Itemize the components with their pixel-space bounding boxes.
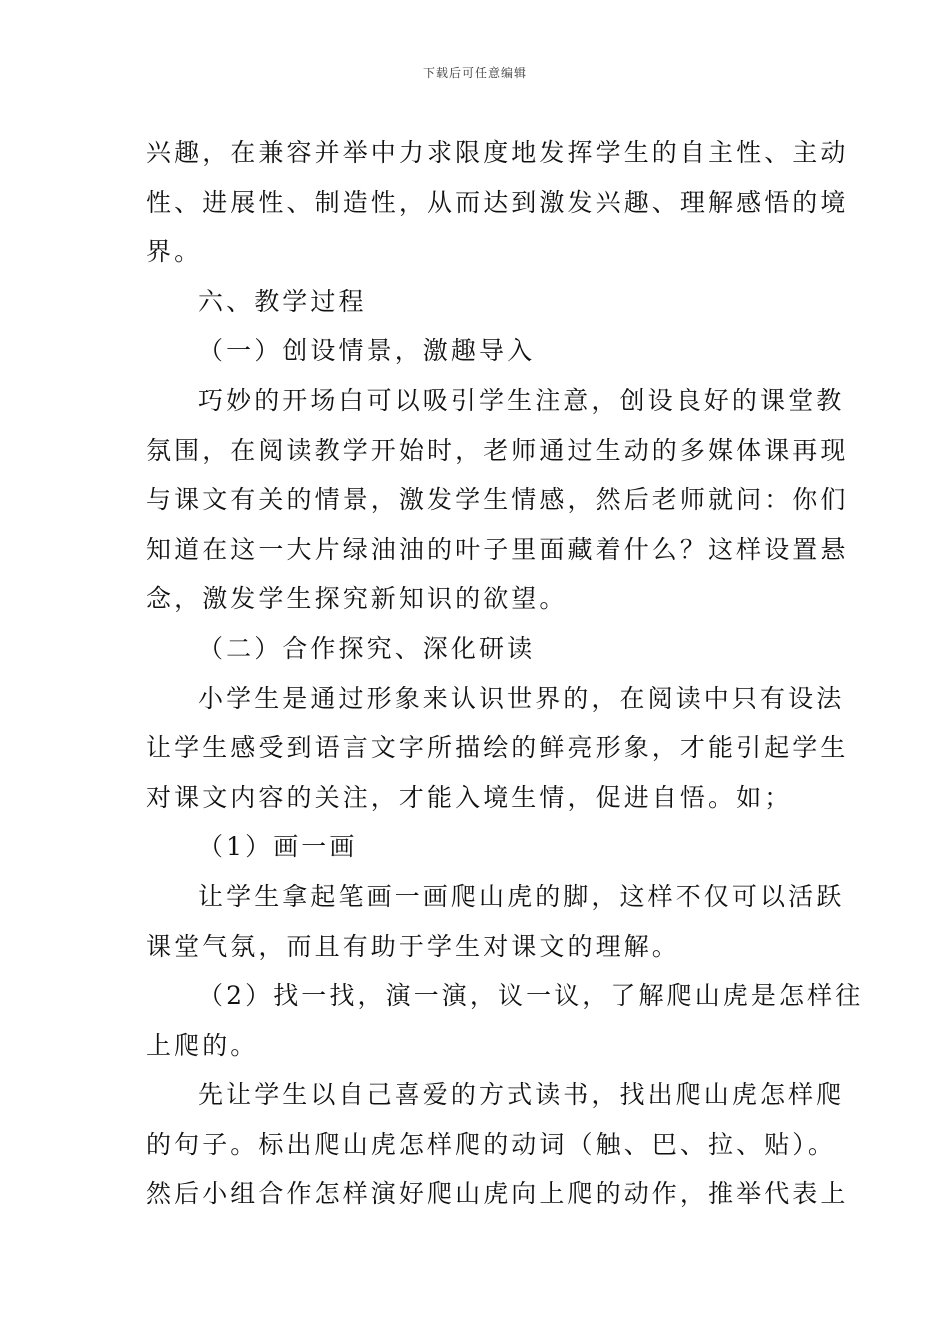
subsection-heading: （二）合作探究、深化研读 <box>198 633 536 663</box>
document-body <box>146 128 864 1219</box>
body-line: 的句子。标出爬山虎怎样爬的动词（触、巴、拉、贴）。 <box>146 1129 837 1159</box>
body-line: 念，激发学生探究新知识的欲望。 <box>146 584 568 614</box>
body-line: 先让学生以自己喜爱的方式读书，找出爬山虎怎样爬 <box>198 1080 845 1110</box>
body-line: 兴趣，在兼容并举中力求限度地发挥学生的自主性、主动 <box>146 138 849 167</box>
body-line: 然后小组合作怎样演好爬山虎向上爬的动作，推举代表上 <box>146 1179 849 1209</box>
body-line: 巧妙的开场白可以吸引学生注意，创设良好的课堂教 <box>198 385 845 415</box>
subsection-heading: （一）创设情景，激趣导入 <box>198 336 536 366</box>
item-heading: （1）画一画 <box>198 832 358 862</box>
section-heading: 六、教学过程 <box>198 286 367 316</box>
body-line: 上爬的。 <box>146 1030 259 1060</box>
body-line: 对课文内容的关注，才能入境生情，促进自悟。如； <box>146 782 793 812</box>
body-line: 界。 <box>146 237 203 267</box>
page-header: 下载后可任意编辑 <box>422 66 527 80</box>
body-line: 与课文有关的情景，激发学生情感，然后老师就问：你们 <box>146 485 849 515</box>
item-heading: （2）找一找，演一演，议一议，了解爬山虎是怎样往 <box>198 981 864 1011</box>
body-line: 课堂气氛，而且有助于学生对课文的理解。 <box>146 931 680 961</box>
body-line: 性、进展性、制造性，从而达到激发兴趣、理解感悟的境 <box>146 187 849 217</box>
body-line: 让学生感受到语言文字所描绘的鲜亮形象，才能引起学生 <box>146 733 849 763</box>
body-line: 知道在这一大片绿油油的叶子里面藏着什么？这样设置悬 <box>146 534 849 564</box>
body-line: 让学生拿起笔画一画爬山虎的脚，这样不仅可以活跃 <box>198 881 845 911</box>
body-line: 氛围，在阅读教学开始时，老师通过生动的多媒体课再现 <box>146 435 849 465</box>
body-line: 小学生是通过形象来认识世界的，在阅读中只有设法 <box>198 683 845 713</box>
